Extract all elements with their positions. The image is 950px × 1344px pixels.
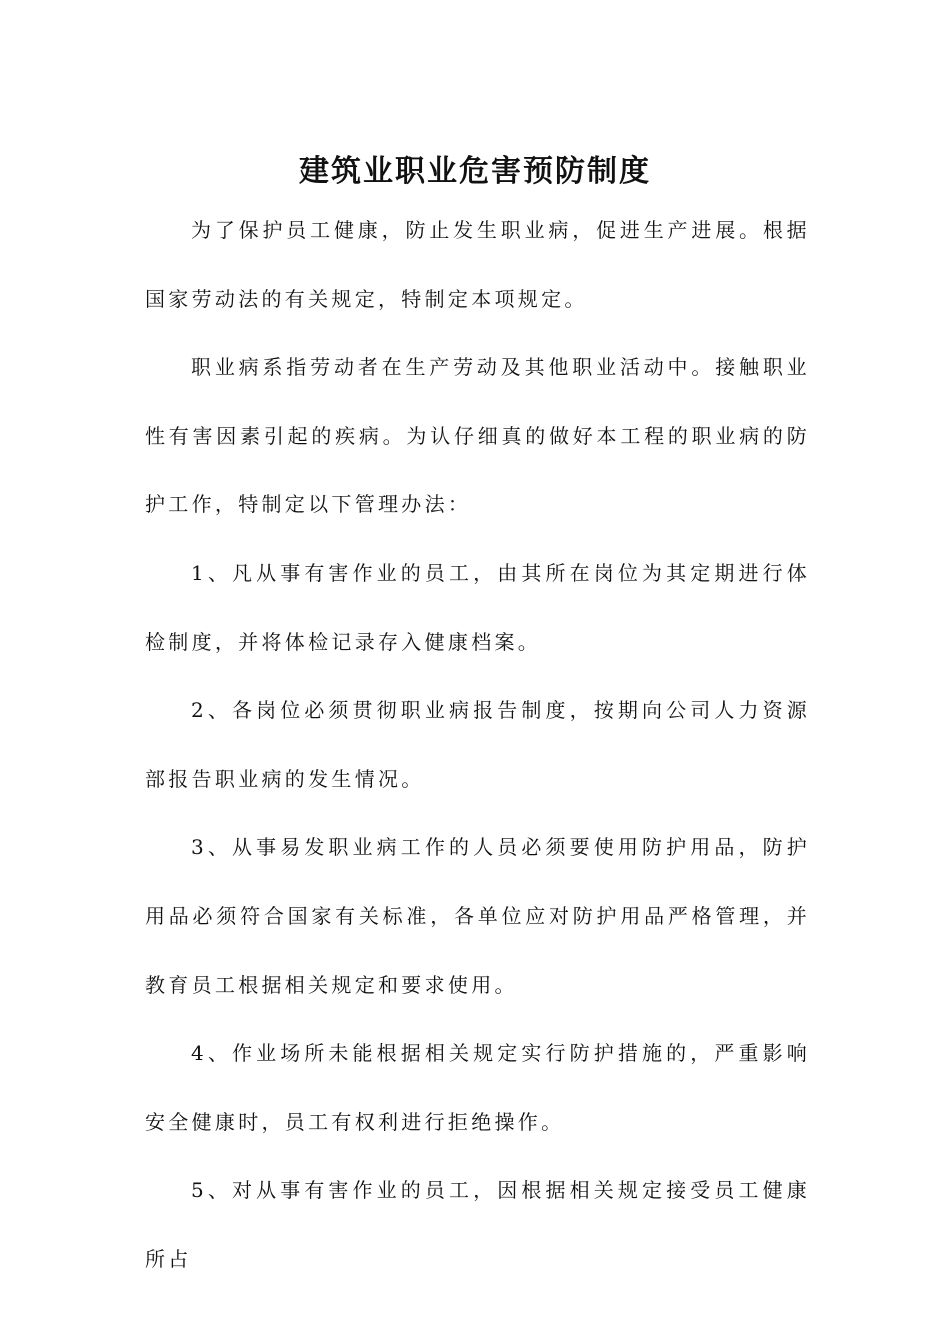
document-body bbox=[145, 196, 810, 1294]
paragraph-item-5: 5、对从事有害作业的员工，因根据相关规定接受员工健康所占 bbox=[145, 1178, 810, 1271]
paragraph-item-3: 3、从事易发职业病工作的人员必须要使用防护用品，防护用品必须符合国家有关标准，各单位应对防护用品严格管理，并教育员工根据相关规定和要求使用。 bbox=[145, 835, 810, 997]
paragraph-definition: 职业病系指劳动者在生产劳动及其他职业活动中。接触职业性有害因素引起的疾病。为认仔细真的做好本工程的职业病的防护工作，特制定以下管理办法： bbox=[145, 355, 810, 517]
paragraph-item-2: 2、各岗位必须贯彻职业病报告制度，按期向公司人力资源部报告职业病的发生情况。 bbox=[145, 698, 810, 791]
paragraph-item-1: 1、凡从事有害作业的员工，由其所在岗位为其定期进行体检制度，并将体检记录存入健康档案。 bbox=[145, 560, 810, 654]
paragraph-item-4: 4、作业场所未能根据相关规定实行防护措施的，严重影响安全健康时，员工有权利进行拒绝操作。 bbox=[145, 1041, 810, 1134]
document-title: 建筑业职业危害预防制度 bbox=[299, 154, 651, 190]
paragraph-intro: 为了保护员工健康，防止发生职业病，促进生产进展。根据国家劳动法的有关规定，特制定本项规定。 bbox=[145, 218, 810, 311]
